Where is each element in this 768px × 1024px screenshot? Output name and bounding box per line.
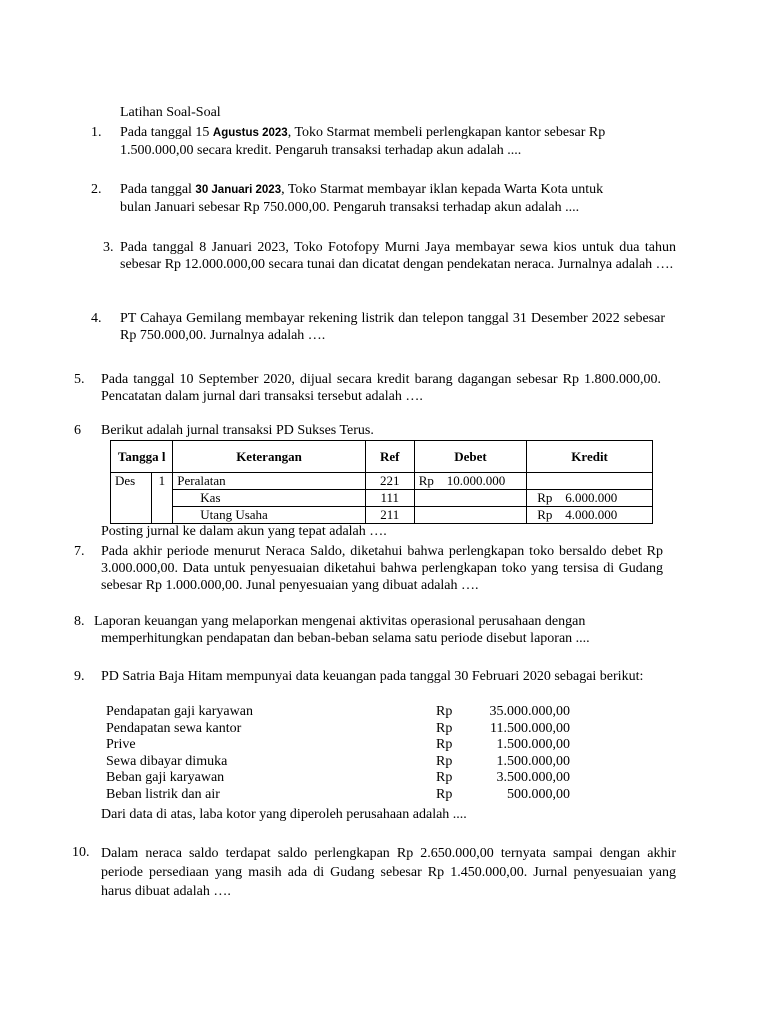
question-1-line-2: 1.500.000,00 secara kredit. Pengaruh transaksi terhadap akun adalah .... bbox=[120, 143, 522, 158]
question-1-text-b: , Toko Starmat membeli perlengkapan kantor sebesar Rp bbox=[287, 125, 606, 140]
question-1-number: 1. bbox=[91, 125, 102, 140]
item-rp: Rp bbox=[436, 753, 453, 769]
cell-kredit bbox=[527, 490, 653, 507]
cell-kredit-rp: Rp bbox=[537, 507, 553, 522]
item-label: Beban listrik dan air bbox=[106, 786, 220, 802]
page-title: Latihan Soal-Soal bbox=[120, 105, 221, 120]
cell-debet-rp: Rp bbox=[418, 473, 434, 488]
question-7-text: Pada akhir periode menurut Neraca Saldo, diketahui bahwa perlengkapan toko bersaldo debet Rp 3.000.000,00. Data untuk penyesuaian diketahui bahwa perlengkapan toko yang tersisa di Gudang sebesar Rp 1.000.000,00. Junal penyesuaian yang dibuat adalah …. bbox=[101, 544, 663, 593]
item-value: 1.500.000,00 bbox=[496, 753, 570, 769]
item-value: 1.500.000,00 bbox=[496, 737, 570, 753]
item-label: Beban gaji karyawan bbox=[106, 770, 225, 786]
cell-ref: 221 bbox=[365, 473, 414, 490]
cell-day: 1 bbox=[151, 473, 173, 524]
journal-table bbox=[110, 440, 653, 524]
question-2 bbox=[120, 181, 676, 216]
question-2-number: 2. bbox=[91, 182, 102, 197]
cell-debet bbox=[414, 490, 527, 507]
list-item bbox=[106, 754, 576, 771]
cell-keterangan: Kas bbox=[173, 490, 366, 507]
header-tanggal: Tangga l bbox=[111, 441, 173, 473]
cell-ref: 111 bbox=[365, 490, 414, 507]
item-rp: Rp bbox=[436, 720, 453, 736]
cell-debet-value: 10.000.000 bbox=[446, 473, 506, 488]
table-row bbox=[111, 473, 653, 490]
list-item bbox=[106, 770, 576, 787]
question-4-number: 4. bbox=[91, 311, 102, 326]
header-keterangan: Keterangan bbox=[173, 441, 366, 473]
item-rp: Rp bbox=[436, 786, 453, 802]
table-row bbox=[111, 507, 653, 524]
cell-ref: 211 bbox=[365, 507, 414, 524]
question-9-after: Dari data di atas, laba kotor yang diperoleh perusahaan adalah .... bbox=[101, 807, 467, 822]
question-2-text-b: , Toko Starmat membayar iklan kepada Warta Kota untuk bbox=[281, 182, 604, 197]
question-10-number: 10. bbox=[72, 845, 90, 860]
journal-table-header bbox=[111, 441, 653, 473]
cell-keterangan: Utang Usaha bbox=[173, 507, 366, 524]
list-item bbox=[106, 704, 576, 721]
cell-month: Des bbox=[111, 473, 152, 524]
question-1-date: Agustus 2023 bbox=[212, 127, 288, 139]
question-1 bbox=[120, 124, 675, 159]
item-label: Prive bbox=[106, 737, 136, 753]
item-value: 11.500.000,00 bbox=[490, 720, 570, 736]
cell-debet bbox=[414, 507, 527, 524]
question-6-text: Berikut adalah jurnal transaksi PD Sukses Terus. bbox=[101, 423, 374, 438]
cell-debet bbox=[414, 473, 527, 490]
question-3-number: 3. bbox=[103, 240, 114, 255]
cell-kredit bbox=[527, 507, 653, 524]
question-9-number: 9. bbox=[74, 669, 85, 684]
question-1-text-a: Pada tanggal 15 bbox=[120, 125, 213, 140]
cell-kredit-value: 6.000.000 bbox=[565, 490, 618, 505]
cell-kredit bbox=[527, 473, 653, 490]
item-label: Pendapatan gaji karyawan bbox=[106, 704, 253, 719]
list-item bbox=[106, 737, 576, 754]
header-kredit: Kredit bbox=[527, 441, 653, 473]
item-value: 3.500.000,00 bbox=[496, 770, 570, 786]
item-rp: Rp bbox=[436, 704, 453, 719]
question-2-line-2: bulan Januari sebesar Rp 750.000,00. Pengaruh transaksi terhadap akun adalah .... bbox=[120, 200, 580, 215]
item-value: 35.000.000,00 bbox=[489, 704, 570, 719]
question-10-text: Dalam neraca saldo terdapat saldo perlengkapan Rp 2.650.000,00 ternyata sampai dengan akhir periode persediaan yang masih ada di Gudang sebesar Rp 1.450.000,00. Jurnal penyesuaian yang harus dibuat adalah …. bbox=[101, 846, 676, 899]
question-8-number: 8. bbox=[74, 614, 85, 629]
list-item bbox=[106, 787, 576, 804]
question-7-number: 7. bbox=[74, 544, 85, 559]
financial-data-list bbox=[106, 704, 576, 804]
cell-kredit-rp: Rp bbox=[537, 490, 553, 505]
question-2-date: 30 Januari 2023 bbox=[195, 184, 282, 196]
table-row bbox=[111, 490, 653, 507]
question-8-line-1: Laporan keuangan yang melaporkan mengenai aktivitas operasional perusahaan dengan bbox=[94, 614, 586, 629]
question-5-text: Pada tanggal 10 September 2020, dijual secara kredit barang dagangan sebesar Rp 1.800.000,00. Pencatatan dalam jurnal dari transaksi tersebut adalah …. bbox=[101, 372, 661, 404]
question-3-text: Pada tanggal 8 Januari 2023, Toko Fotofopy Murni Jaya membayar sewa kios untuk dua tahun sebesar Rp 12.000.000,00 secara tunai dan dicatat dengan pendekatan neraca. Jurnalnya adalah …. bbox=[120, 240, 676, 272]
question-6-number: 6 bbox=[74, 423, 81, 438]
question-6-after: Posting jurnal ke dalam akun yang tepat adalah …. bbox=[101, 524, 387, 539]
item-rp: Rp bbox=[436, 770, 453, 786]
list-item bbox=[106, 721, 576, 738]
question-5-number: 5. bbox=[74, 372, 85, 387]
cell-kredit-value: 4.000.000 bbox=[565, 507, 618, 522]
header-debet: Debet bbox=[414, 441, 527, 473]
question-8-line-2: memperhitungkan pendapatan dan beban-beban selama satu periode disebut laporan .... bbox=[101, 631, 590, 646]
question-9-text: PD Satria Baja Hitam mempunyai data keuangan pada tanggal 30 Februari 2020 sebagai berikut: bbox=[101, 669, 644, 684]
question-2-text-a: Pada tanggal bbox=[120, 182, 196, 197]
item-rp: Rp bbox=[436, 737, 453, 753]
item-value: 500.000,00 bbox=[507, 786, 570, 802]
item-label: Sewa dibayar dimuka bbox=[106, 753, 228, 769]
item-label: Pendapatan sewa kantor bbox=[106, 720, 242, 736]
cell-keterangan: Peralatan bbox=[173, 473, 366, 490]
question-4-text: PT Cahaya Gemilang membayar rekening listrik dan telepon tanggal 31 Desember 2022 sebesar Rp 750.000,00. Jurnalnya adalah …. bbox=[120, 311, 665, 343]
header-ref: Ref bbox=[365, 441, 414, 473]
